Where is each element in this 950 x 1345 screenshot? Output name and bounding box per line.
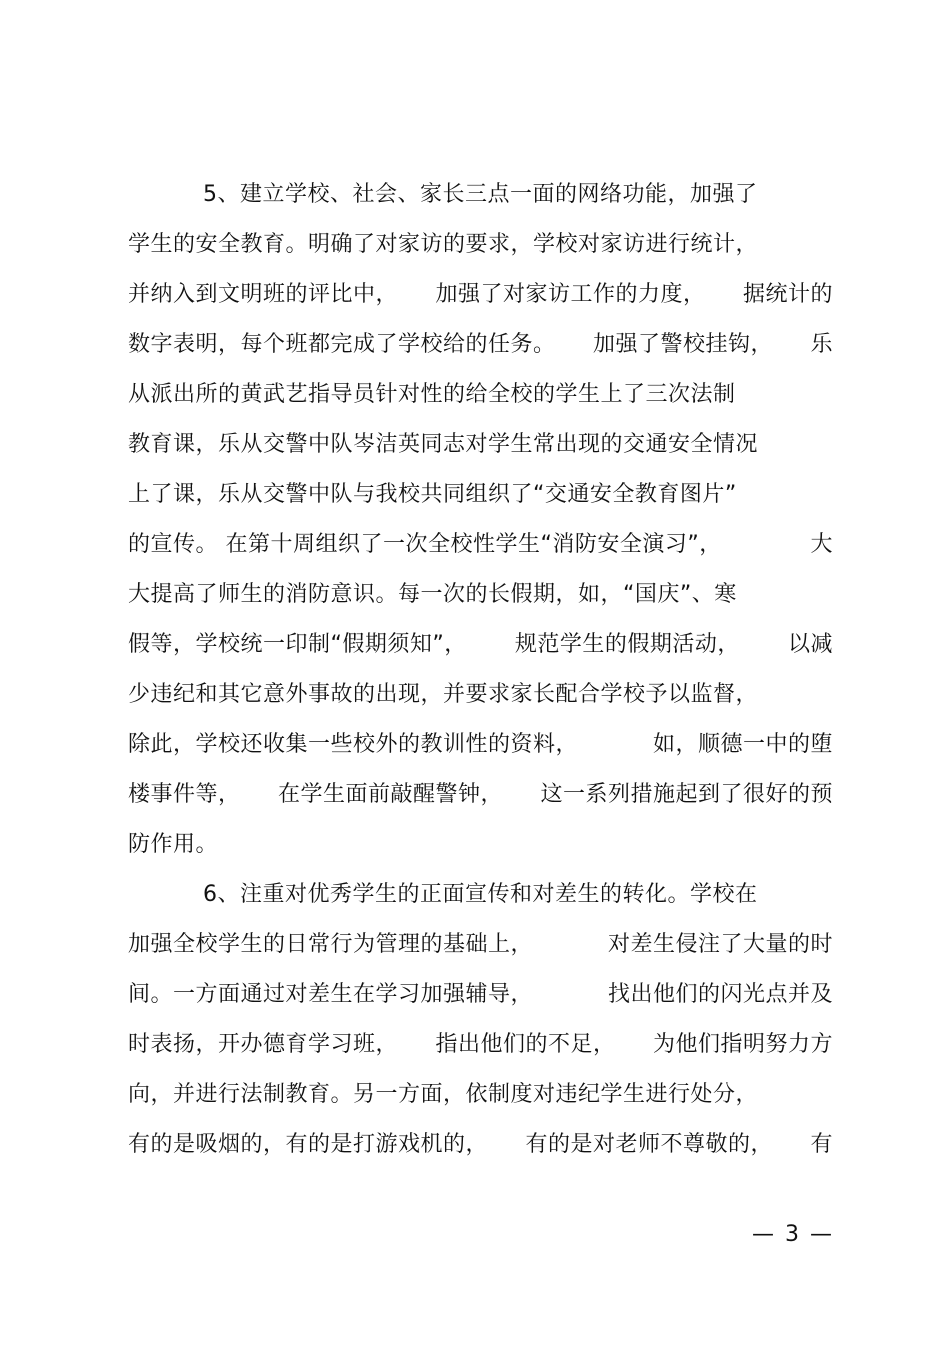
text-segment: 加强全校学生的日常行为管理的基础上， xyxy=(128,932,534,957)
text-line xyxy=(128,530,833,560)
text-segment: 加强了警校挂钩， xyxy=(592,332,773,357)
text-segment: 的宣传。 在第十周组织了一次全校性学生“消防安全演习”， xyxy=(128,532,722,557)
text-segment: 除此，学校还收集一些校外的教训性的资料， xyxy=(128,732,579,757)
text-line xyxy=(128,730,833,760)
text-line xyxy=(128,980,833,1010)
text-segment: 乐 xyxy=(810,332,833,357)
text-segment: 在学生面前敲醒警钟， xyxy=(277,782,503,807)
text-line: 上了课，乐从交警中队与我校共同组织了“交通安全教育图片” xyxy=(128,482,737,507)
text-segment: 这一系列措施起到了很好的预 xyxy=(540,782,833,807)
text-segment: 对差生侵注了大量的时 xyxy=(607,932,833,957)
text-line xyxy=(128,1030,833,1060)
text-segment: 时表扬，开办德育学习班， xyxy=(128,1032,399,1057)
text-line: 6、注重对优秀学生的正面宣传和对差生的转化。学校在 xyxy=(203,882,758,907)
text-segment: 数字表明，每个班都完成了学校给的任务。 xyxy=(128,332,556,357)
text-line xyxy=(128,280,833,310)
text-segment: 有的是吸烟的，有的是打游戏机的， xyxy=(128,1132,489,1157)
text-line: 大提高了师生的消防意识。每一次的长假期，如，“国庆”、寒 xyxy=(128,582,737,607)
page-number-dash-right: — xyxy=(810,1222,832,1247)
text-segment: 有的是对老师不尊敬的， xyxy=(525,1132,773,1157)
text-segment: 为他们指明努力方 xyxy=(652,1032,833,1057)
text-line: 5、建立学校、社会、家长三点一面的网络功能，加强了 xyxy=(203,182,758,207)
text-segment: 并纳入到文明班的评比中， xyxy=(128,282,399,307)
page-number xyxy=(752,1220,832,1250)
text-segment: 楼事件等， xyxy=(128,782,241,807)
text-line xyxy=(128,630,833,660)
text-line xyxy=(128,780,833,810)
text-segment: 找出他们的闪光点并及 xyxy=(607,982,833,1007)
text-segment: 加强了对家访工作的力度， xyxy=(435,282,706,307)
text-line: 教育课，乐从交警中队岑洁英同志对学生常出现的交通安全情况 xyxy=(128,432,759,457)
text-line: 从派出所的黄武艺指导员针对性的给全校的学生上了三次法制 xyxy=(128,382,736,407)
text-line: 学生的安全教育。明确了对家访的要求，学校对家访进行统计， xyxy=(128,232,759,257)
text-line xyxy=(128,330,833,360)
text-line: 向，并进行法制教育。另一方面，依制度对违纪学生进行处分， xyxy=(128,1082,759,1107)
text-line: 防作用。 xyxy=(128,832,219,857)
text-line xyxy=(128,1130,833,1160)
text-segment: 假等，学校统一印制“假期须知”， xyxy=(128,632,467,657)
text-segment: 以减 xyxy=(787,632,833,657)
text-segment: 间。一方面通过对差生在学习加强辅导， xyxy=(128,982,534,1007)
text-segment: 大 xyxy=(810,532,833,557)
text-segment: 据统计的 xyxy=(742,282,833,307)
text-segment: 如，顺德一中的堕 xyxy=(652,732,833,757)
text-segment: 规范学生的假期活动， xyxy=(514,632,740,657)
text-line xyxy=(128,930,833,960)
text-segment: 有 xyxy=(810,1132,833,1157)
page-number-dash-left: — xyxy=(752,1222,774,1247)
text-line: 少违纪和其它意外事故的出现，并要求家长配合学校予以监督， xyxy=(128,682,759,707)
text-segment: 指出他们的不足， xyxy=(435,1032,616,1057)
page-number-value: 3 xyxy=(785,1222,799,1247)
